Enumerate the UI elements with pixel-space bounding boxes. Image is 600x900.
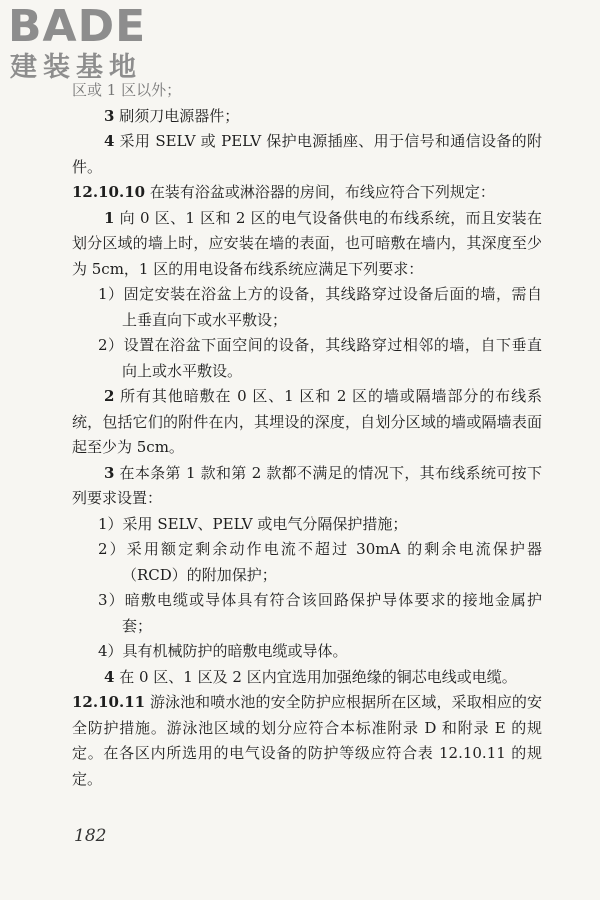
sub-item-text: 固定安装在浴盆上方的设备，其线路穿过设备后面的墙，需自上垂直向下或水平敷设； bbox=[122, 285, 542, 329]
list-item bbox=[72, 461, 542, 512]
clause-number: 12.10.10 bbox=[72, 183, 146, 201]
clause-text: 在装有浴盆或淋浴器的房间，布线应符合下列规定： bbox=[149, 183, 495, 201]
sub-item-number: 4） bbox=[98, 642, 123, 660]
sub-item bbox=[72, 588, 542, 639]
item-text: 采用 SELV 或 PELV 保护电源插座、用于信号和通信设备的附件。 bbox=[72, 132, 542, 176]
item-text: 向 0 区、1 区和 2 区的电气设备供电的布线系统，而且安装在划分区域的墙上时，应安装在墙的表面，也可暗敷在墙内，其深度至少为 5cm，1 区的用电设备布线系统应满足下列要求： bbox=[72, 208, 542, 278]
list-item bbox=[72, 665, 542, 691]
clause-text: 游泳池和喷水池的安全防护应根据所在区域，采取相应的安全防护措施。游泳池区域的划分应符合本标准附录 D 和附录 E 的规定。在各区内所选用的电气设备的防护等级应符合表 12.10.11 的规定。 bbox=[72, 693, 542, 788]
sub-item bbox=[72, 333, 542, 384]
list-item bbox=[72, 384, 542, 461]
list-item bbox=[72, 206, 542, 283]
continued-fragment: 区或 1 区以外； bbox=[72, 81, 182, 99]
item-text: 在本条第 1 款和第 2 款都不满足的情况下，其布线系统可按下列要求设置： bbox=[72, 463, 542, 507]
document-body bbox=[72, 78, 542, 792]
sub-item-number: 2） bbox=[98, 540, 127, 558]
sub-item-text: 采用 SELV、PELV 或电气分隔保护措施； bbox=[122, 514, 408, 533]
sub-item-number: 3） bbox=[98, 591, 125, 609]
clause-12-10-11 bbox=[72, 690, 542, 792]
sub-item-text: 设置在浴盆下面空间的设备，其线路穿过相邻的墙，自下垂直向上或水平敷设。 bbox=[122, 336, 542, 380]
item-number: 4 bbox=[104, 132, 115, 150]
sub-item-text: 具有机械防护的暗敷电缆或导体。 bbox=[122, 642, 348, 660]
clause-number: 12.10.11 bbox=[72, 693, 146, 711]
list-item bbox=[72, 129, 542, 180]
sub-item bbox=[72, 639, 542, 665]
list-item bbox=[72, 104, 542, 130]
clause-12-10-10 bbox=[72, 180, 542, 206]
item-number: 1 bbox=[104, 208, 115, 227]
item-number: 2 bbox=[104, 387, 115, 405]
sub-item-text: 暗敷电缆或导体具有符合该回路保护导体要求的接地金属护套； bbox=[122, 591, 542, 635]
logo-tagline: 建装基地 bbox=[10, 52, 142, 83]
page-number: 182 bbox=[74, 826, 107, 846]
item-text: 所有其他暗敷在 0 区、1 区和 2 区的墙或隔墙部分的布线系统，包括它们的附件在内，其埋设的深度，自划分区域的墙或隔墙表面起至少为 5cm。 bbox=[72, 387, 542, 456]
sub-item bbox=[72, 512, 542, 538]
sub-item-text: 采用额定剩余动作电流不超过 30mA 的剩余电流保护器（RCD）的附加保护； bbox=[122, 540, 542, 584]
sub-item-number: 1） bbox=[98, 285, 124, 303]
sub-item-number: 1） bbox=[98, 514, 123, 533]
sub-item-number: 2） bbox=[98, 336, 124, 354]
sub-item bbox=[72, 537, 542, 588]
item-text: 刷须刀电源器件； bbox=[119, 106, 240, 125]
sub-item bbox=[72, 282, 542, 333]
item-number: 3 bbox=[104, 106, 115, 125]
item-number: 3 bbox=[104, 463, 115, 482]
logo-brand: BADE bbox=[8, 1, 147, 52]
item-text: 在 0 区、1 区及 2 区内宜选用加强绝缘的铜芯电线或电缆。 bbox=[119, 667, 517, 686]
item-number: 4 bbox=[104, 667, 115, 686]
